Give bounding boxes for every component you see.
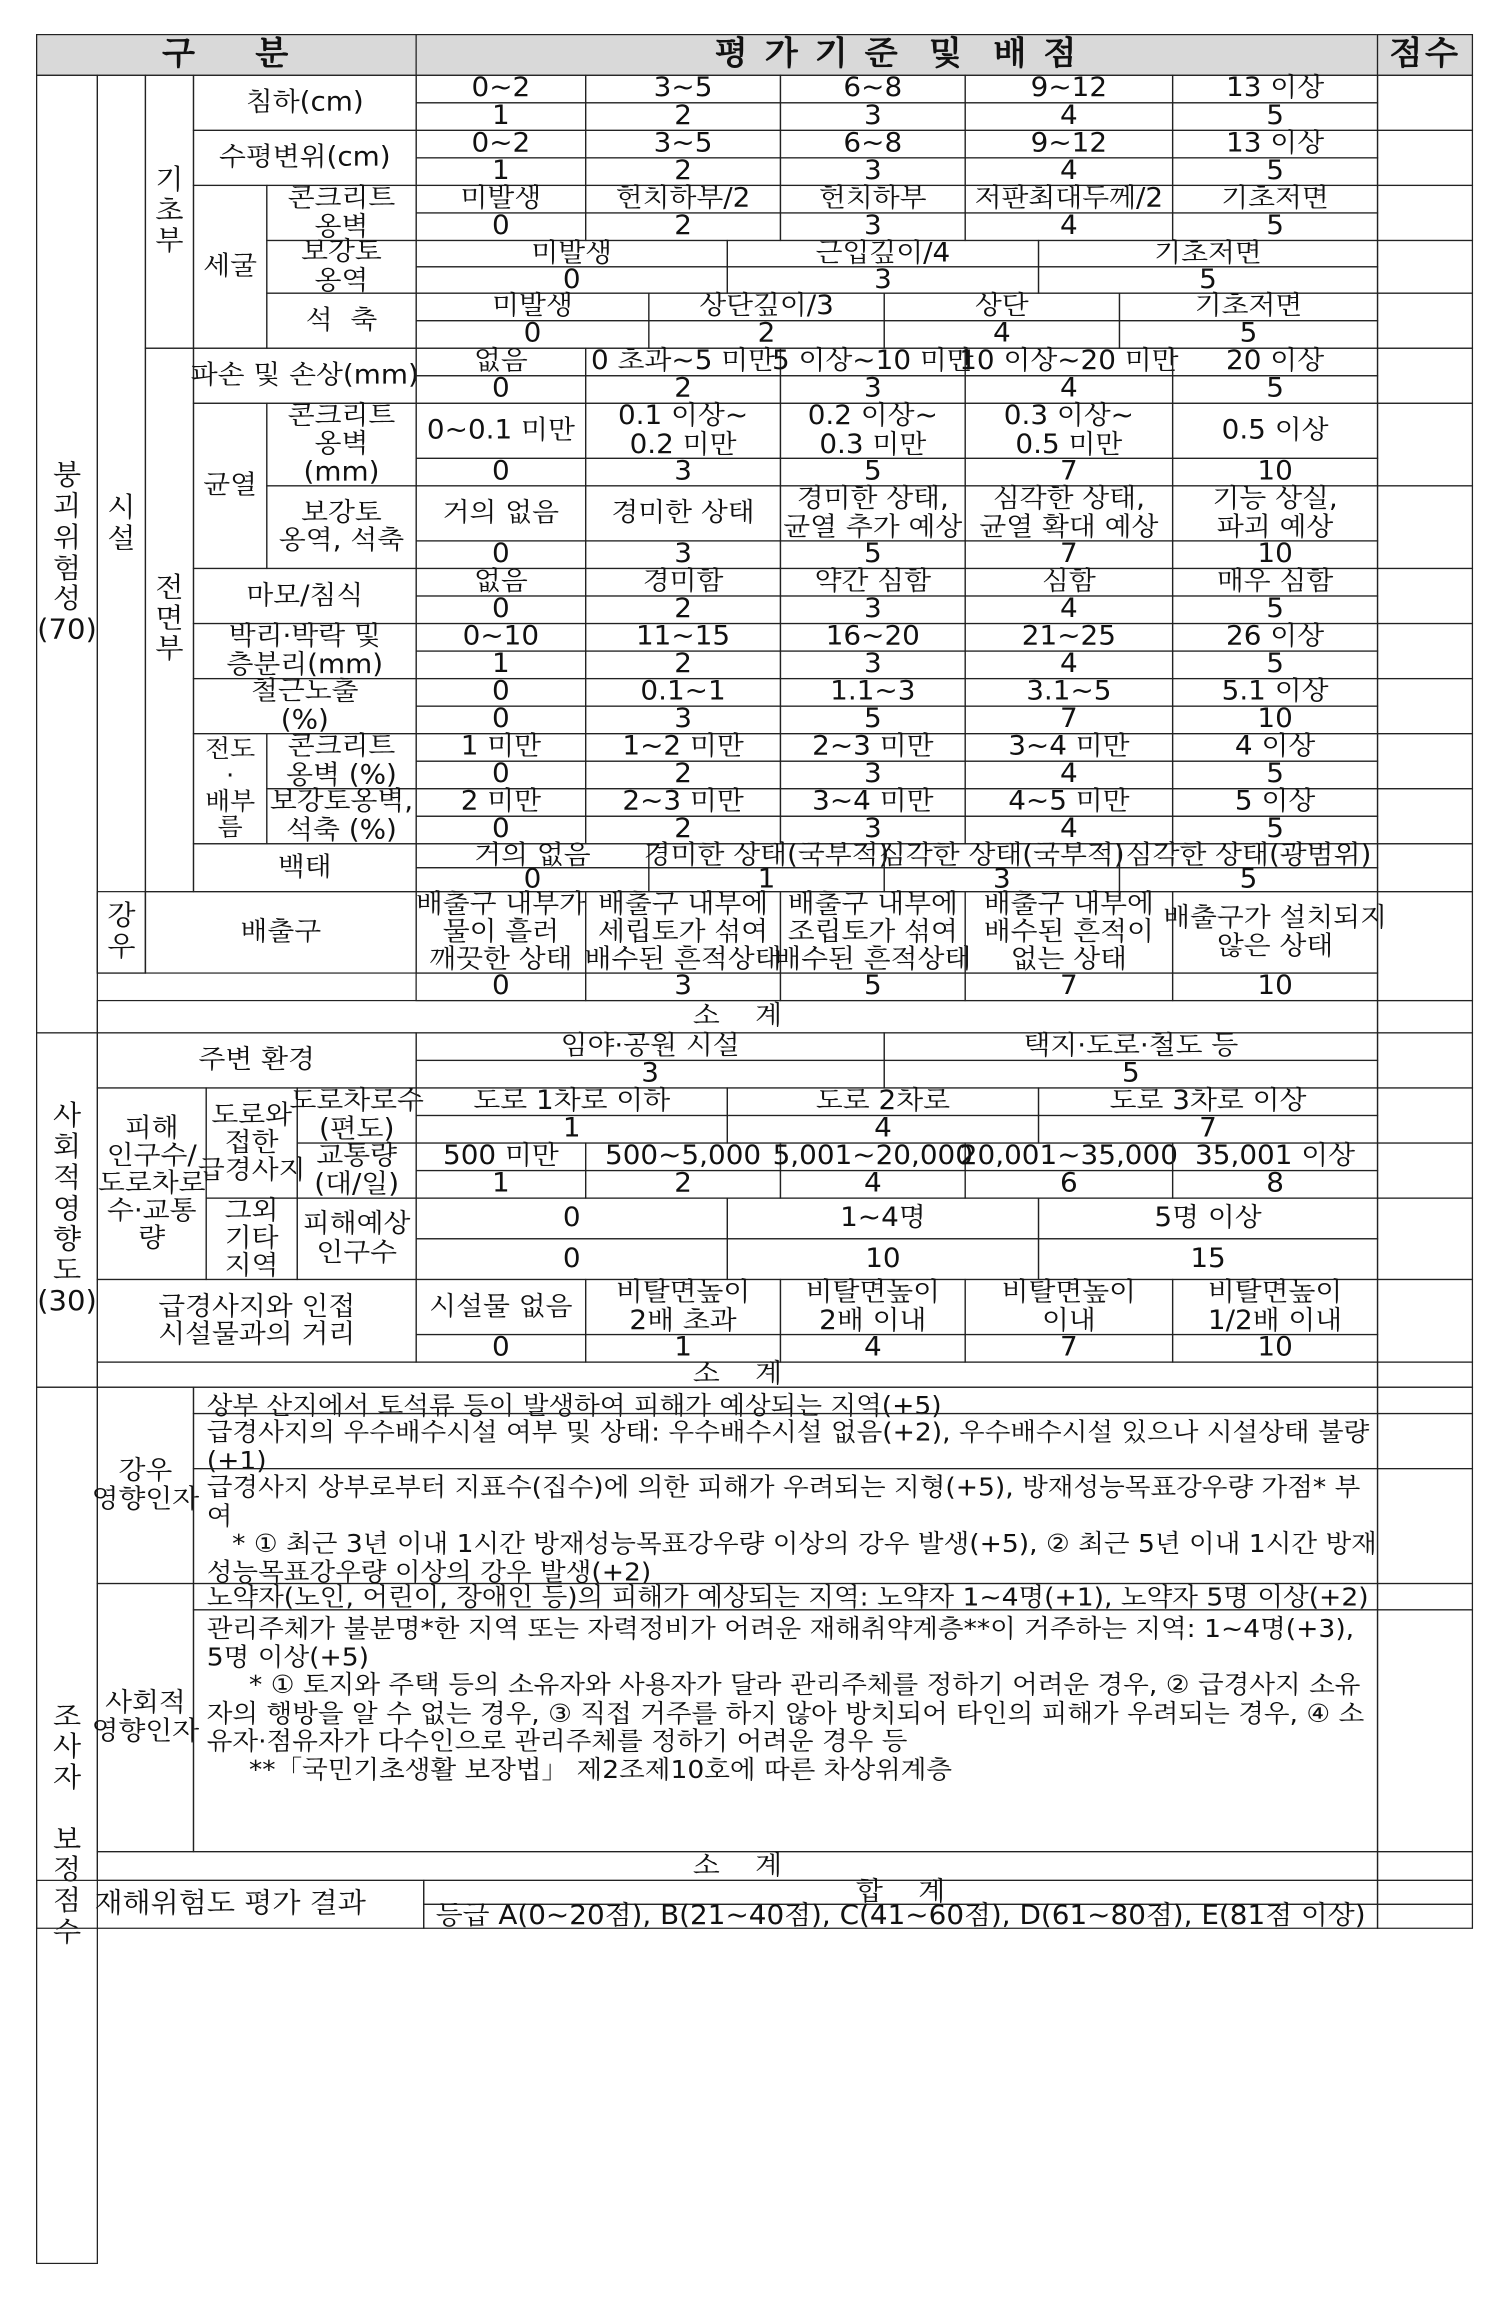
damage-criteria: 20 이상 <box>1172 348 1378 377</box>
label-horizontal: 수평변위(cm) <box>193 130 417 186</box>
tilt_concrete-score-box <box>1377 733 1473 789</box>
tilt_reinforced-criteria: 2 미만 <box>416 788 587 817</box>
section-social-impact: 사 회 적 영 향 도 (30) <box>36 1032 98 1388</box>
scour_concrete-criteria: 헌치하부/2 <box>585 185 781 214</box>
rebar-score: 0 <box>416 706 587 735</box>
rebar-score: 5 <box>780 706 966 735</box>
abrasion-criteria: 심함 <box>965 568 1174 597</box>
label-abrasion: 마모/침식 <box>193 568 417 624</box>
distance-criteria: 비탈면높이 이내 <box>965 1279 1174 1335</box>
total-label: 합 계 <box>423 1880 1378 1905</box>
horizontal-criteria: 3~5 <box>585 130 781 159</box>
population-criteria: 5명 이상 <box>1038 1197 1378 1239</box>
label-scour-concrete: 콘크리트 옹벽 <box>266 185 417 241</box>
abrasion-score: 5 <box>1172 595 1378 624</box>
scour_concrete-score: 3 <box>780 212 966 241</box>
rebar-criteria: 0 <box>416 678 587 707</box>
outlet-score: 0 <box>416 972 587 1001</box>
efflorescence-score: 3 <box>884 867 1121 892</box>
tilt_concrete-score: 2 <box>585 761 781 790</box>
abrasion-score: 0 <box>416 595 587 624</box>
settlement-criteria: 0~2 <box>416 75 587 104</box>
crack_reinforced-score: 3 <box>585 540 781 569</box>
social-factor-score-2 <box>1377 1609 1473 1852</box>
crack_concrete-score-box <box>1377 403 1473 487</box>
lanes-score: 4 <box>727 1115 1039 1144</box>
lanes-score: 7 <box>1038 1115 1378 1144</box>
scour_stone-score: 5 <box>1119 320 1378 349</box>
crack_concrete-score: 3 <box>585 458 781 487</box>
scour_stone-criteria: 기초저면 <box>1119 293 1378 322</box>
distance-criteria: 비탈면높이 2배 이내 <box>780 1279 966 1335</box>
scour_stone-criteria: 상단 <box>884 293 1121 322</box>
damage-score: 0 <box>416 375 587 404</box>
distance-score: 7 <box>965 1334 1174 1363</box>
social-factor-item-1: 노약자(노인, 어린이, 장애인 등)의 피해가 예상되는 지역: 노약자 1~4명(+1), 노약자 5명 이상(+2) <box>193 1583 1378 1611</box>
outlet-score: 5 <box>780 972 966 1001</box>
label-crack-concrete: 콘크리트 옹벽 (mm) <box>266 403 417 487</box>
abrasion-score: 3 <box>780 595 966 624</box>
label-population: 피해예상 인구수 <box>297 1197 417 1280</box>
rebar-score-box <box>1377 678 1473 734</box>
traffic-score-box <box>1377 1142 1473 1198</box>
traffic-criteria: 5,001~20,000 <box>772 1141 973 1172</box>
crack_reinforced-score: 0 <box>416 540 587 569</box>
distance-criteria: 비탈면높이 2배 초과 <box>585 1279 781 1335</box>
tilt_reinforced-criteria: 4~5 미만 <box>965 788 1174 817</box>
efflorescence-score-box <box>1377 843 1473 892</box>
crack_reinforced-criteria: 경미한 상태 <box>585 485 781 541</box>
social-factor-item-2: 관리주체가 불분명*한 지역 또는 자력정비가 어려운 재해취약계층**이 거주하는 지역: 1~4명(+3), 5명 이상(+5) * ① 토지와 주택 등의 소유자와 사용자가 달라 관리주체를 정하기 어려운 경우, ② 급경사지 소유자의 행방을 알 수 없는 경우, ③ 직접 거주를 하지 않아 방치되어 타인의 피해가 우려되는 경우, ④ 소유자·점유자가 다수인으로 관리주체를 정하기 어려운 경우 등 **「국민기초생활 보장법」 제2조제10호에 따른 차상위계층 <box>193 1609 1378 1852</box>
efflorescence-score: 5 <box>1119 867 1378 892</box>
spalling-score: 1 <box>416 650 587 679</box>
spalling-score: 2 <box>585 650 781 679</box>
crack_concrete-score: 7 <box>965 458 1174 487</box>
efflorescence-criteria: 심각한 상태(광범위) <box>1119 843 1378 868</box>
lanes-criteria: 도로 2차로 <box>727 1087 1039 1116</box>
efflorescence-criteria: 경미한 상태(국부적) <box>643 840 890 871</box>
distance-criteria: 비탈면높이 1/2배 이내 <box>1172 1279 1378 1335</box>
population-score-box <box>1377 1197 1473 1280</box>
horizontal-criteria: 13 이상 <box>1172 130 1378 159</box>
surroundings-score: 3 <box>416 1060 885 1089</box>
efflorescence-score: 0 <box>416 867 650 892</box>
total-score <box>1377 1880 1473 1905</box>
settlement-score: 4 <box>965 102 1174 131</box>
header-category: 구 분 <box>36 34 417 76</box>
crack_reinforced-score-box <box>1377 485 1473 569</box>
label-rebar: 철근노출 (%) <box>193 678 417 734</box>
tilt_reinforced-criteria: 5 이상 <box>1172 788 1378 817</box>
outlet-criteria: 배출구 내부에 조립토가 섞여 배수된 흔적상태 <box>774 889 972 975</box>
damage-criteria: 없음 <box>416 348 587 377</box>
rebar-score: 3 <box>585 706 781 735</box>
abrasion-score: 2 <box>585 595 781 624</box>
traffic-criteria: 500 미만 <box>416 1142 587 1171</box>
rain-factor-item-1: 상부 산지에서 토석류 등이 발생하여 피해가 예상되는 지역(+5) <box>193 1387 1378 1415</box>
crack_reinforced-criteria: 거의 없음 <box>416 485 587 541</box>
efflorescence-score: 1 <box>648 867 885 892</box>
outlet-score: 10 <box>1172 972 1378 1001</box>
crack_reinforced-score: 10 <box>1172 540 1378 569</box>
result-label: 재해위험도 평가 결과 <box>36 1880 424 1929</box>
population-score: 0 <box>416 1238 728 1280</box>
crack_concrete-criteria: 0.3 이상~ 0.5 미만 <box>965 403 1174 459</box>
scour_concrete-criteria: 기초저면 <box>1172 185 1378 214</box>
spalling-score: 3 <box>780 650 966 679</box>
traffic-criteria: 20,001~35,000 <box>959 1141 1178 1172</box>
spalling-criteria: 16~20 <box>780 623 966 652</box>
scour_reinforced-score: 3 <box>727 266 1039 294</box>
crack_concrete-criteria: 0~0.1 미만 <box>416 403 587 459</box>
tilt_concrete-score: 3 <box>780 761 966 790</box>
lanes-criteria: 도로 1차로 이하 <box>416 1087 728 1116</box>
group-front: 전 면 부 <box>145 348 194 893</box>
label-spalling: 박리·박락 및 층분리(mm) <box>193 623 417 679</box>
spalling-criteria: 26 이상 <box>1172 623 1378 652</box>
surroundings-score-box <box>1377 1032 1473 1088</box>
horizontal-score: 2 <box>585 157 781 186</box>
traffic-score: 1 <box>416 1170 587 1199</box>
label-efflorescence: 백태 <box>193 843 417 892</box>
surroundings-criteria: 택지·도로·철도 등 <box>884 1032 1379 1061</box>
label-crack: 균열 <box>193 403 268 569</box>
population-criteria: 1~4명 <box>727 1197 1039 1239</box>
rain-factor-score-3 <box>1377 1468 1473 1584</box>
abrasion-criteria: 경미함 <box>585 568 781 597</box>
scour_reinforced-criteria: 기초저면 <box>1038 240 1378 268</box>
surroundings-criteria: 임야·공원 시설 <box>416 1032 885 1061</box>
label-victims: 피해 인구수/ 도로차로 수·교통 량 <box>97 1087 207 1280</box>
section-collapse-risk: 붕 괴 위 험 성 (70) <box>36 75 98 1034</box>
tilt_concrete-criteria: 4 이상 <box>1172 733 1378 762</box>
settlement-criteria: 9~12 <box>965 75 1174 104</box>
settlement-score: 3 <box>780 102 966 131</box>
distance-criteria: 시설물 없음 <box>416 1279 587 1335</box>
damage-criteria: 0 초과~5 미만 <box>585 348 781 377</box>
tilt_concrete-score: 4 <box>965 761 1174 790</box>
rain-factor-score-1 <box>1377 1387 1473 1415</box>
outlet-score: 7 <box>965 972 1174 1001</box>
scour_stone-score-box <box>1377 293 1473 349</box>
header-criteria: 평 가 기 준 및 배 점 <box>416 34 1379 76</box>
settlement-score: 1 <box>416 102 587 131</box>
crack_reinforced-criteria: 심각한 상태, 균열 확대 예상 <box>965 485 1174 541</box>
scour_reinforced-score: 5 <box>1038 266 1378 294</box>
traffic-score: 8 <box>1172 1170 1378 1199</box>
scour_concrete-score: 5 <box>1172 212 1378 241</box>
traffic-score: 6 <box>965 1170 1174 1199</box>
rain-factor-item-3: 급경사지 상부로부터 지표수(집수)에 의한 피해가 우려되는 지형(+5), 방재성능목표강우량 가점* 부여 * ① 최근 3년 이내 1시간 방재성능목표강우량 이상의 강우 발생(+5), ② 최근 5년 이내 1시간 방재성능목표강우량 이상의 강우 발생(+2) <box>193 1468 1378 1584</box>
distance-score: 1 <box>585 1334 781 1363</box>
grade-score <box>1377 1904 1473 1929</box>
scour_stone-score: 0 <box>416 320 650 349</box>
rebar-criteria: 1.1~3 <box>780 678 966 707</box>
section-investigator-adjustment: 조 사 자 보 정 점 수 <box>36 1387 98 2264</box>
population-score: 15 <box>1038 1238 1378 1280</box>
traffic-criteria: 35,001 이상 <box>1172 1142 1378 1171</box>
abrasion-criteria: 매우 심함 <box>1172 568 1378 597</box>
distance-score-box <box>1377 1279 1473 1363</box>
horizontal-score: 1 <box>416 157 587 186</box>
scour_concrete-score: 0 <box>416 212 587 241</box>
subtotal-collapse: 소 계 <box>97 1000 1378 1034</box>
outlet-criteria: 배출구 내부에 세립토가 섞여 배수된 흔적상태 <box>584 889 782 975</box>
tilt_concrete-score: 5 <box>1172 761 1378 790</box>
crack_concrete-score: 0 <box>416 458 587 487</box>
crack_reinforced-criteria: 경미한 상태, 균열 추가 예상 <box>780 485 966 541</box>
scour_reinforced-score: 0 <box>416 266 728 294</box>
tilt_reinforced-criteria: 2~3 미만 <box>585 788 781 817</box>
rebar-criteria: 0.1~1 <box>585 678 781 707</box>
distance-score: 4 <box>780 1334 966 1363</box>
damage-score: 5 <box>1172 375 1378 404</box>
lanes-criteria: 도로 3차로 이상 <box>1038 1087 1378 1116</box>
subtotal-collapse-score <box>1377 1000 1473 1034</box>
surroundings-score: 5 <box>884 1060 1379 1089</box>
outlet-criteria: 배출구 내부가 물이 흘러 깨끗한 상태 <box>415 889 586 975</box>
scour_concrete-score: 4 <box>965 212 1174 241</box>
scour_reinforced-criteria: 미발생 <box>416 240 728 268</box>
damage-score-box <box>1377 348 1473 404</box>
group-facility: 시 설 <box>97 75 146 974</box>
rebar-criteria: 5.1 이상 <box>1172 678 1378 707</box>
efflorescence-criteria: 거의 없음 <box>416 843 650 868</box>
header-score: 점수 <box>1377 34 1473 76</box>
crack_concrete-score: 10 <box>1172 458 1378 487</box>
horizontal-criteria: 9~12 <box>965 130 1174 159</box>
horizontal-score: 5 <box>1172 157 1378 186</box>
traffic-score: 2 <box>585 1170 781 1199</box>
tilt_concrete-criteria: 3~4 미만 <box>965 733 1174 762</box>
scour_concrete-criteria: 미발생 <box>416 185 587 214</box>
crack_reinforced-criteria: 기능 상실, 파괴 예상 <box>1172 485 1378 541</box>
label-scour-reinforced: 보강토 옹역 <box>266 240 417 294</box>
efflorescence-criteria: 심각한 상태(국부적) <box>879 840 1125 871</box>
population-score: 10 <box>727 1238 1039 1280</box>
scour_reinforced-score-box <box>1377 240 1473 294</box>
traffic-criteria: 500~5,000 <box>585 1142 781 1171</box>
label-scour-stone: 석 축 <box>266 293 417 349</box>
tilt_reinforced-score: 4 <box>965 816 1174 845</box>
distance-score: 0 <box>416 1334 587 1363</box>
tilt_concrete-criteria: 2~3 미만 <box>780 733 966 762</box>
spalling-score: 5 <box>1172 650 1378 679</box>
outlet-score: 3 <box>585 972 781 1001</box>
traffic-score: 4 <box>780 1170 966 1199</box>
scour_concrete-criteria: 저판최대두께/2 <box>965 185 1174 214</box>
lanes-score-box <box>1377 1087 1473 1143</box>
tilt_reinforced-criteria: 3~4 미만 <box>780 788 966 817</box>
label-outlet: 배출구 <box>145 891 417 974</box>
rebar-score: 10 <box>1172 706 1378 735</box>
grade-legend: 등급 A(0~20점), B(21~40점), C(41~60점), D(61~80점), E(81점 이상) <box>423 1904 1378 1929</box>
horizontal-score-box <box>1377 130 1473 186</box>
label-distance: 급경사지와 인접 시설물과의 거리 <box>97 1279 417 1363</box>
tilt_reinforced-score: 0 <box>416 816 587 845</box>
tilt_reinforced-score-box <box>1377 788 1473 844</box>
rebar-score: 7 <box>965 706 1174 735</box>
spalling-criteria: 0~10 <box>416 623 587 652</box>
settlement-score: 2 <box>585 102 781 131</box>
crack_concrete-criteria: 0.1 이상~ 0.2 미만 <box>585 403 781 459</box>
settlement-criteria: 13 이상 <box>1172 75 1378 104</box>
damage-criteria: 5 이상~10 미만 <box>771 346 974 377</box>
group-rainfall: 강 우 <box>97 891 146 974</box>
label-tilt: 전도 · 배부 름 <box>193 733 268 844</box>
abrasion-criteria: 약간 심함 <box>780 568 966 597</box>
crack_concrete-score: 5 <box>780 458 966 487</box>
tilt_concrete-score: 0 <box>416 761 587 790</box>
crack_concrete-criteria: 0.2 이상~ 0.3 미만 <box>780 403 966 459</box>
rain-factor-item-2: 급경사지의 우수배수시설 여부 및 상태: 우수배수시설 없음(+2), 우수배수시설 있으나 시설상태 불량(+1) <box>193 1413 1378 1469</box>
horizontal-score: 3 <box>780 157 966 186</box>
settlement-score-box <box>1377 75 1473 131</box>
damage-criteria: 10 이상~20 미만 <box>959 346 1179 377</box>
subtotal-adjustment: 소 계 <box>97 1851 1378 1881</box>
scour_stone-score: 4 <box>884 320 1121 349</box>
scour_concrete-score-box <box>1377 185 1473 241</box>
outlet-criteria: 배출구가 설치되지 않은 상태 <box>1172 891 1378 974</box>
label-settlement: 침하(cm) <box>193 75 417 131</box>
label-traffic: 교통량 (대/일) <box>297 1142 417 1198</box>
label-surroundings: 주변 환경 <box>97 1032 417 1088</box>
subtotal-social: 소 계 <box>97 1361 1378 1387</box>
label-scour: 세굴 <box>193 185 268 349</box>
subtotal-adjustment-score <box>1377 1851 1473 1881</box>
group-foundation: 기 초 부 <box>145 75 194 349</box>
label-crack-reinforced: 보강토 옹역, 석축 <box>266 485 417 569</box>
abrasion-score-box <box>1377 568 1473 624</box>
damage-score: 3 <box>780 375 966 404</box>
damage-score: 4 <box>965 375 1174 404</box>
outlet-criteria: 배출구 내부에 배수된 흔적이 없는 상태 <box>965 891 1174 974</box>
scour_stone-criteria: 상단깊이/3 <box>648 293 885 322</box>
spalling-score-box <box>1377 623 1473 679</box>
tilt_reinforced-score: 2 <box>585 816 781 845</box>
label-rain-factor: 강우 영향인자 <box>97 1387 194 1585</box>
settlement-score: 5 <box>1172 102 1378 131</box>
abrasion-score: 4 <box>965 595 1174 624</box>
subtotal-social-score <box>1377 1361 1473 1387</box>
abrasion-criteria: 없음 <box>416 568 587 597</box>
label-adjacent-road: 도로와 접한 급경사지 <box>206 1087 298 1198</box>
settlement-criteria: 3~5 <box>585 75 781 104</box>
label-damage: 파손 및 손상(mm) <box>193 348 417 404</box>
tilt_reinforced-score: 3 <box>780 816 966 845</box>
horizontal-criteria: 0~2 <box>416 130 587 159</box>
crack_reinforced-score: 5 <box>780 540 966 569</box>
rain-factor-score-2 <box>1377 1413 1473 1469</box>
label-other-area: 그외 기타 지역 <box>206 1197 298 1280</box>
tilt_reinforced-score: 5 <box>1172 816 1378 845</box>
scour_reinforced-criteria: 근입깊이/4 <box>727 240 1039 268</box>
horizontal-criteria: 6~8 <box>780 130 966 159</box>
lanes-score: 1 <box>416 1115 728 1144</box>
outlet-score-box <box>1377 891 1473 1001</box>
crack_reinforced-score: 7 <box>965 540 1174 569</box>
distance-score: 10 <box>1172 1334 1378 1363</box>
tilt_concrete-criteria: 1~2 미만 <box>585 733 781 762</box>
tilt_concrete-criteria: 1 미만 <box>416 733 587 762</box>
social-factor-score-1 <box>1377 1583 1473 1611</box>
crack_concrete-criteria: 0.5 이상 <box>1172 403 1378 459</box>
population-criteria: 0 <box>416 1197 728 1239</box>
label-social-factor: 사회적 영향인자 <box>97 1583 194 1852</box>
spalling-score: 4 <box>965 650 1174 679</box>
spalling-criteria: 11~15 <box>585 623 781 652</box>
rebar-criteria: 3.1~5 <box>965 678 1174 707</box>
scour_concrete-score: 2 <box>585 212 781 241</box>
horizontal-score: 4 <box>965 157 1174 186</box>
scour_concrete-criteria: 헌치하부 <box>780 185 966 214</box>
scour_stone-score: 2 <box>648 320 885 349</box>
damage-score: 2 <box>585 375 781 404</box>
settlement-criteria: 6~8 <box>780 75 966 104</box>
label-tilt-concrete: 콘크리트 옹벽 (%) <box>266 733 417 789</box>
label-tilt-reinforced: 보강토옹벽, 석축 (%) <box>266 788 417 844</box>
label-lanes: 도로차로수 (편도) <box>289 1086 424 1145</box>
spalling-criteria: 21~25 <box>965 623 1174 652</box>
scour_stone-criteria: 미발생 <box>416 293 650 322</box>
